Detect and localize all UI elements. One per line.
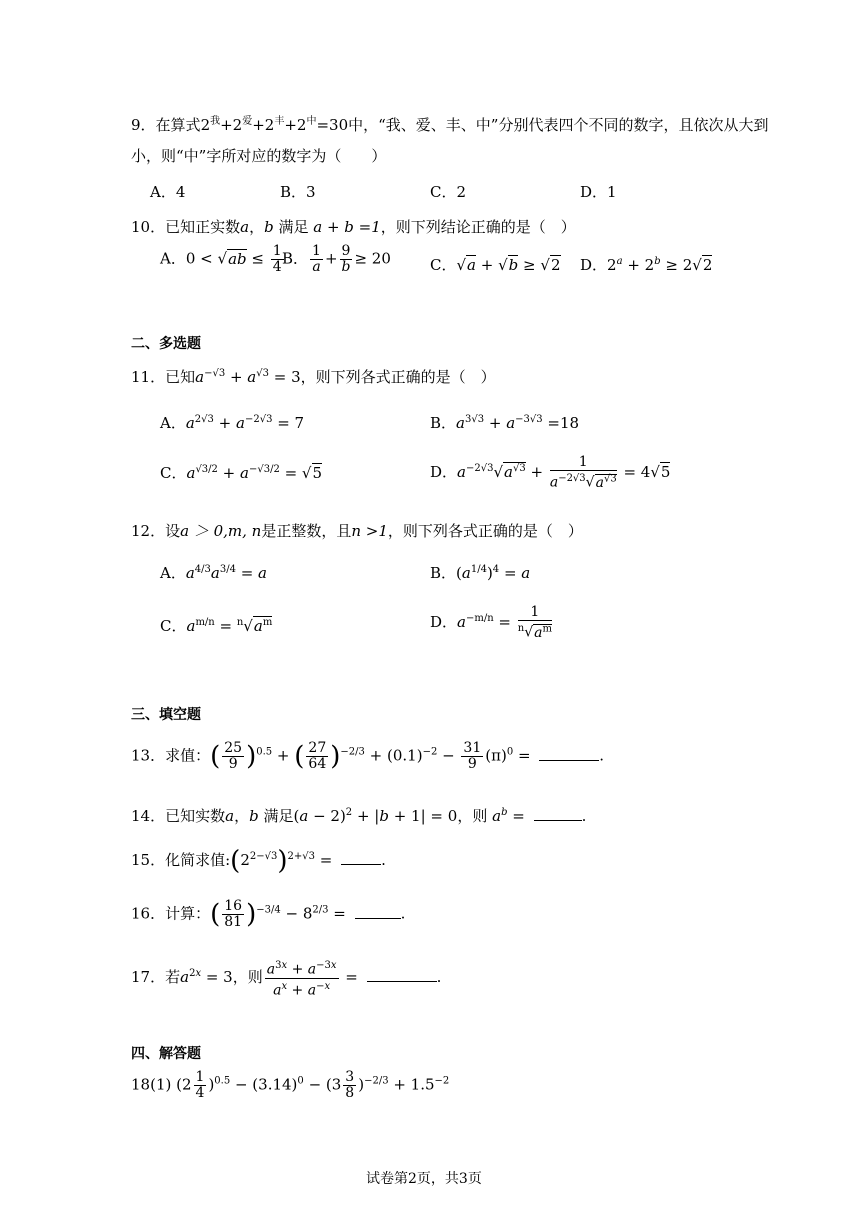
word-wo: 我 — [210, 116, 221, 127]
question-number: 11． — [131, 368, 166, 386]
option-b: B．$a^{3√3} + a^{-3√3} =18$ — [430, 414, 580, 432]
question-text: ，则下列各式正确的是（ ） — [300, 368, 496, 386]
option-a: A．4 — [150, 183, 186, 201]
option-b: B． $\frac{1}{a}$ + $\frac{9}{b}$ ≥ 20 — [282, 243, 391, 275]
answer-blank[interactable] — [341, 863, 381, 865]
question-text: ，则 — [232, 968, 263, 987]
option-label: C． — [160, 464, 187, 482]
option-label: C． — [160, 617, 187, 635]
option-label: D． — [580, 256, 608, 274]
option-d: D．$a^{-m/n}$ = $\frac{1}{^n√a^m}$ — [430, 604, 552, 641]
question-text: 已知 — [165, 368, 196, 386]
question-text: 在算式 — [155, 116, 201, 134]
question-text: 若 — [165, 968, 181, 987]
option-label: A． — [160, 414, 186, 432]
page-footer: 试卷第2页，共3页 — [366, 1171, 482, 1187]
answer-blank[interactable] — [367, 980, 437, 982]
option-label: C． — [430, 256, 457, 274]
question-15: 15．化简求值$:(2^{2-√3})^{2+√3}$ = . — [131, 846, 386, 876]
option-a: A．0 < √ab ≤ $\frac{1}{4}$ — [160, 243, 282, 275]
question-text: 求值： — [165, 746, 211, 765]
question-text: 设 — [165, 522, 181, 540]
option-label: B． — [430, 564, 457, 582]
var-b: b — [264, 218, 274, 236]
question-number: 17． — [131, 968, 166, 987]
question-12 — [131, 520, 583, 541]
question-13: 13．求值：( $\frac{25}{9}$ )$^{0.5}$ + ( $\frac{27}{64}$ )$^{-2/3} + (0.1)^{-2}$ − $\frac{31}{9}$ $(\pi)^0$ = . — [131, 740, 605, 772]
section-heading: 四、解答题 — [131, 1046, 201, 1062]
condition: a + b =1 — [313, 218, 381, 236]
question-10: 10．已知正实数a，b 满足 a + b =1，则下列结论正确的是（ ） — [131, 218, 576, 236]
option-b: B．3 — [280, 183, 316, 201]
question-text: 化简求值: — [165, 851, 231, 869]
word-feng: 丰 — [274, 116, 285, 127]
question-text: 满足 — [263, 807, 294, 825]
word-zhong: 中 — [306, 116, 317, 127]
option-d: D．1 — [580, 183, 617, 201]
question-number: 10． — [131, 218, 166, 236]
question-text: 是正整数，且 — [261, 522, 352, 540]
question-9-line2: 小，则“中”字所对应的数字为（ ） — [131, 147, 387, 165]
option-d: D．$a^{-2√3}√a^{√3}$ + $\frac{1}{a^{-2√3}√a^{√3}}$ = 4√5 — [430, 454, 671, 491]
question-number: 12． — [131, 522, 166, 540]
section-heading: 三、填空题 — [131, 707, 201, 723]
option-a: A．$a^{2√3} + a^{-2√3} = 7$ — [160, 414, 305, 432]
option-label: D． — [430, 462, 458, 481]
option-b: B．$(a^{1/4})^4 = a$ — [430, 564, 531, 582]
option-label: B． — [282, 249, 309, 268]
option-c: C．$a^{√3/2} + a^{-√3/2} = √5$ — [160, 464, 323, 482]
option-label: A． — [160, 249, 186, 268]
option-a: A．$a^{4/3}a^{3/4} = a$ — [160, 564, 267, 582]
option-label: B． — [430, 414, 457, 432]
question-text: 中，“我、爱、丰、中”分别代表四个不同的数字，且依次从大到 — [348, 116, 769, 134]
question-17: 17．若$a^{2x} = 3$，则 $\frac{a^{3x} + a^{-3x}}{a^x + a^{-x}}$ = . — [131, 960, 442, 999]
var-a: a — [240, 218, 250, 236]
option-label: D． — [430, 612, 458, 631]
word-ai: 爱 — [242, 116, 253, 127]
question-number: 16． — [131, 904, 166, 923]
equation-result: =30 — [316, 116, 349, 134]
option-label: A． — [160, 564, 186, 582]
question-18: 18(1) (2 $\frac{1}{4}$ )$^{0.5} - (3.14)^0 - (3$ $\frac{3}{8}$ )$^{-2/3} + 1.5^{-2}$ — [131, 1069, 450, 1101]
question-text: 计算： — [165, 904, 211, 923]
condition: a ＞ 0,m, n — [180, 522, 262, 540]
question-number: 9． — [131, 116, 156, 134]
question-text: ，则下列各式正确的是（ ） — [387, 522, 583, 540]
question-11: 11．已知$a^{-√3} + a^{√3} = 3$，则下列各式正确的是（ ） — [131, 368, 496, 386]
question-number: 18(1) — [131, 1075, 172, 1094]
question-text: ，则下列结论正确的是（ ） — [380, 218, 576, 236]
answer-blank[interactable] — [534, 819, 582, 821]
section-heading: 二、多选题 — [131, 336, 201, 352]
question-number: 15． — [131, 851, 166, 869]
question-14: 14．已知实数a，b 满足$(a - 2)^2 + |b + 1| = 0$，则 $a^b$ = . — [131, 807, 587, 825]
option-d: D．$2^a + 2^b \ge 2√2$ — [580, 256, 713, 274]
question-text: 已知正实数 — [165, 218, 241, 236]
question-number: 13． — [131, 746, 166, 765]
question-9: 9．在算式$2^我+2^爱+2^丰+2^中=30$中，“我、爱、丰、中”分别代表四个不同的数字，且依次从大到 — [131, 116, 769, 134]
condition: n >1 — [351, 522, 388, 540]
question-text: ，则 — [457, 807, 488, 825]
option-c: C．√a + √b ≥ √2 — [430, 256, 561, 274]
question-text: 已知实数 — [165, 807, 226, 825]
option-c: C．$a^{m/n} = ^n√a^m$ — [160, 617, 273, 635]
question-16: 16．计算：( $\frac{16}{81}$ )$^{-3/4} - 8^{2/3}$ = . — [131, 898, 406, 930]
option-c: C．2 — [430, 183, 467, 201]
answer-blank[interactable] — [355, 917, 401, 919]
question-number: 14． — [131, 807, 166, 825]
answer-blank[interactable] — [539, 759, 599, 761]
